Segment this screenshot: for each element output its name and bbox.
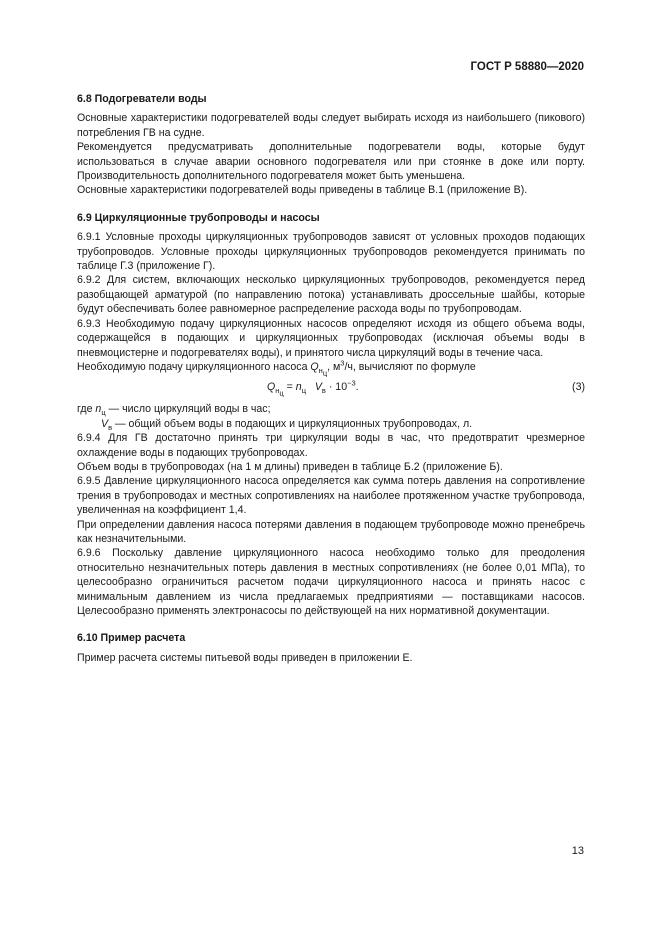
document-standard-header: ГОСТ Р 58880—2020 — [470, 61, 584, 73]
section-6-9-title: 6.9 Циркуляционные трубопроводы и насосы — [77, 211, 320, 224]
paragraph: При определении давления насоса потерями давления в подающем трубопроводе можно пренебречь как незначительными. — [77, 518, 585, 545]
paragraph: 6.9.6 Поскольку давление циркуляционного насоса необходимо только для преодоления относительно незначительных потерь давления в местных сопротивлениях (не более 0,01 МПа), то целесообразно ограничиться расчетом подачи циркуляционного насоса и принять насос с минимальным давлением из числа предлагаемых предприятиями — поставщиками насосов. Целесообразно применять электронасосы по действующей на них нормативной документации. — [77, 547, 585, 617]
text: , м — [327, 360, 341, 373]
text: где — [77, 403, 96, 416]
paragraph: Рекомендуется предусматривать дополнительные подогреватели воды, которые будут использоваться в случае аварии основного подогревателя или при стоянке в доке или порту. Производительность дополнительного подогревателя может быть уменьшена. — [77, 141, 585, 183]
paragraph: 6.9.1 Условные проходы циркуляционных трубопроводов зависят от условных проходов подающих трубопроводов. Условные проходы циркуляционных трубопроводов рекомендуется принимать по таблице Г.3 (приложение Г). — [77, 231, 585, 273]
paragraph: Основные характеристики подогревателей воды приведены в таблице В.1 (приложение В). — [77, 184, 528, 197]
section-6-8-title: 6.8 Подогреватели воды — [77, 93, 207, 105]
paragraph: 6.9.3 Необходимую подачу циркуляционных насосов определяют исходя из общего объема воды, содержащейся в подающих и циркуляционных трубопроводах (исключая объемы воды в пневмоцистерне и подогревателях воды), и принятого числа циркуляций воды в течение часа. — [77, 317, 585, 359]
formula-3 — [77, 378, 585, 400]
paragraph: Объем воды в трубопроводах (на 1 м длины) приведен в таблице Б.2 (приложение Б). — [77, 460, 503, 473]
section-6-10-title: 6.10 Пример расчета — [77, 632, 186, 645]
text: /ч, вычисляют по формуле — [344, 360, 476, 373]
paragraph: 6.9.4 Для ГВ достаточно принять три циркуляции воды в час, что предотвратит чрезмерное охлаждение воды в подающих трубопроводах. — [77, 432, 585, 459]
formula-legend-n: где $n_ц$ — число циркуляций воды в час; — [77, 403, 271, 418]
formula-expression: $Q_{н_ц} = n_ц$ $V_в \cdot 10^{-3}$. — [267, 378, 359, 398]
paragraph: Основные характеристики подогревателей воды следует выбирать исходя из наибольшего (пикового) потребления ГВ на судне. — [77, 112, 585, 139]
paragraph: Необходимую подачу циркуляционного насоса $Q_{н_ц}$, $м^3/ч$, вычисляют по формуле — [77, 358, 476, 378]
page-content — [77, 92, 585, 665]
paragraph: Пример расчета системы питьевой воды приведен в приложении Е. — [77, 651, 413, 664]
text: — общий объем воды в подающих и циркуляционных трубопроводах, л. — [112, 417, 473, 430]
formula-number: (3) — [572, 381, 585, 394]
paragraph: 6.9.5 Давление циркуляционного насоса определяется как сумма потерь давления на сопротивление трения в трубопроводах и местных сопротивлениях на наиболее протяженном участке трубопровода, увеличенная на коэффициент 1,4. — [77, 475, 585, 517]
text: — число циркуляций воды в час; — [105, 403, 271, 416]
formula-legend-v: $V_в$ — общий объем воды в подающих и циркуляционных трубопроводах, л. — [101, 417, 473, 432]
paragraph: 6.9.2 Для систем, включающих несколько циркуляционных трубопроводов, рекомендуется перед разобщающей арматурой (по направлению потока) устанавливать дроссельные шайбы, которые будут обеспечивать более равномерное распределение расхода воды по трубопроводам. — [77, 274, 585, 316]
page-number: 13 — [571, 845, 584, 857]
text: Необходимую подачу циркуляционного насоса — [77, 360, 311, 373]
